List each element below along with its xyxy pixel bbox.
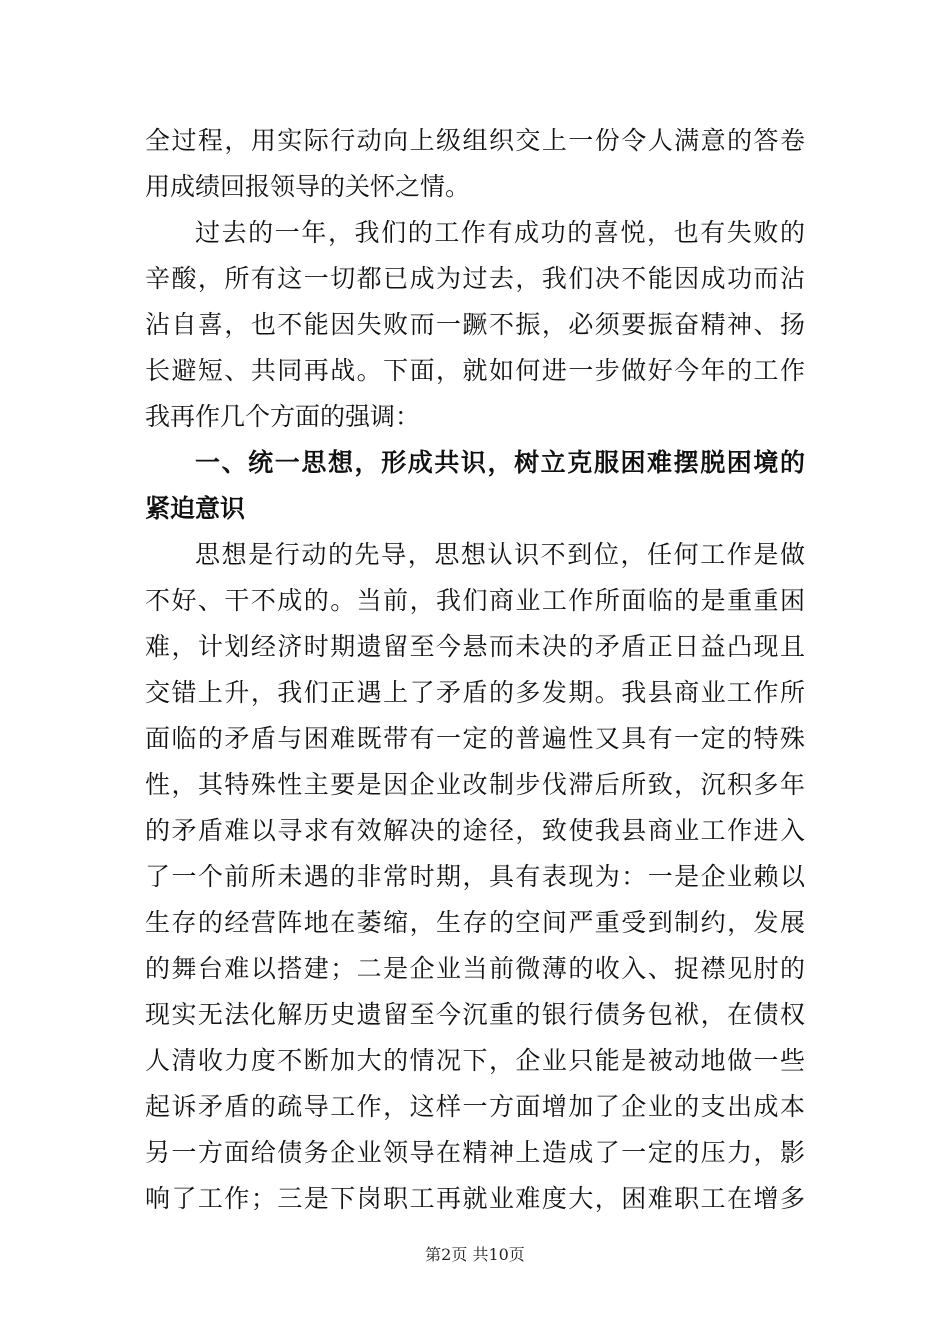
text-line: 长避短、共同再战。下面，就如何进一步做好今年的工作 bbox=[145, 356, 805, 385]
text-line: 面临的矛盾与困难既带有一定的普遍性又具有一定的特殊 bbox=[145, 724, 805, 753]
text-line: 用成绩回报领导的关怀之情。 bbox=[145, 172, 471, 201]
section-heading: 紧迫意识 bbox=[145, 494, 246, 523]
text-line: 起诉矛盾的疏导工作，这样一方面增加了企业的支出成本 bbox=[145, 1092, 805, 1121]
text-line: 我再作几个方面的强调： bbox=[145, 402, 421, 431]
text-line: 生存的经营阵地在萎缩，生存的空间严重受到制约，发展 bbox=[145, 908, 805, 937]
page-number-footer: 第2页 共10页 bbox=[425, 1245, 525, 1264]
text-line: 性，其特殊性主要是因企业改制步伐滞后所致，沉积多年 bbox=[145, 770, 805, 799]
text-line: 现实无法化解历史遗留至今沉重的银行债务包袱，在债权 bbox=[145, 1000, 805, 1029]
text-line: 辛酸，所有这一切都已成为过去，我们决不能因成功而沾 bbox=[145, 264, 805, 293]
text-line: 思想是行动的先导，思想认识不到位，任何工作是做 bbox=[195, 540, 805, 569]
text-line: 人清收力度不断加大的情况下，企业只能是被动地做一些 bbox=[145, 1046, 805, 1075]
text-line: 交错上升，我们正遇上了矛盾的多发期。我县商业工作所 bbox=[145, 678, 805, 707]
text-line: 过去的一年，我们的工作有成功的喜悦，也有失败的 bbox=[195, 218, 805, 247]
text-line: 的矛盾难以寻求有效解决的途径，致使我县商业工作进入 bbox=[145, 816, 805, 845]
text-line: 沾自喜，也不能因失败而一蹶不振，必须要振奋精神、扬 bbox=[145, 310, 805, 339]
text-line: 了一个前所未遇的非常时期，具有表现为：一是企业赖以 bbox=[145, 862, 805, 891]
text-line: 响了工作；三是下岗职工再就业难度大，困难职工在增多 bbox=[145, 1184, 805, 1213]
text-line: 难，计划经济时期遗留至今悬而未决的矛盾正日益凸现且 bbox=[145, 632, 805, 661]
text-line: 不好、干不成的。当前，我们商业工作所面临的是重重困 bbox=[145, 586, 805, 615]
text-line: 的舞台难以搭建；二是企业当前微薄的收入、捉襟见肘的 bbox=[145, 954, 805, 983]
text-line: 另一方面给债务企业领导在精神上造成了一定的压力，影 bbox=[145, 1138, 805, 1167]
section-heading: 一、统一思想，形成共识，树立克服困难摆脱困境的 bbox=[195, 448, 805, 477]
text-line: 全过程，用实际行动向上级组织交上一份令人满意的答卷 bbox=[145, 126, 805, 155]
